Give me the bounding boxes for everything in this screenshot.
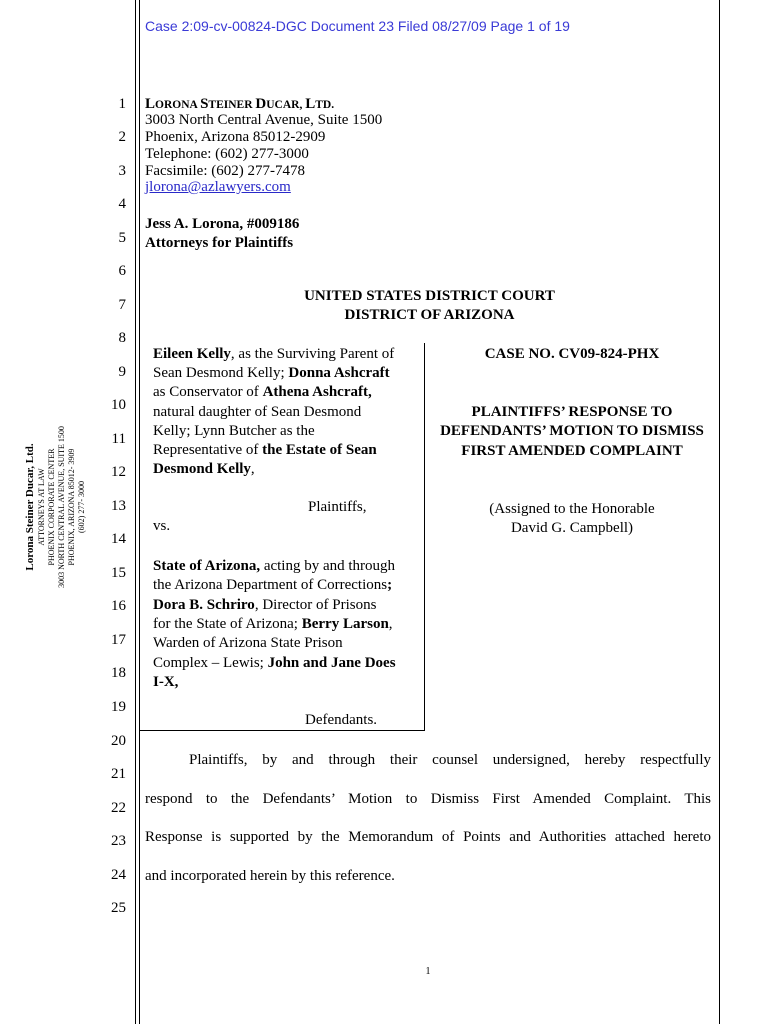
line-number: 5 <box>118 230 126 246</box>
document-title-line-3: FIRST AMENDED COMPLAINT <box>461 443 683 459</box>
defendant-does-cont: I-X, <box>153 674 179 690</box>
right-margin-rule <box>719 0 720 1024</box>
court-name: UNITED STATES DISTRICT COURT <box>304 288 555 304</box>
line-number: 25 <box>111 900 126 916</box>
line-number: 23 <box>111 833 126 849</box>
defendant-berry-larson: for the State of Arizona; Berry Larson, <box>153 616 393 632</box>
line-number: 4 <box>118 196 126 212</box>
sidebar-attorneys-at-law: ATTORNEYS AT LAW <box>37 468 46 546</box>
line-number: 11 <box>111 431 126 447</box>
body-line-1: Plaintiffs, by and through their counsel undersigned, hereby respectfully <box>189 752 711 768</box>
body-line-3: Response is supported by the Memorandum of Points and Authorities attached hereto <box>145 829 711 845</box>
plaintiff-donna-ashcraft: Sean Desmond Kelly; Donna Ashcraft <box>153 365 390 381</box>
line-number: 9 <box>118 364 126 380</box>
line-number: 8 <box>118 330 126 346</box>
line-number: 13 <box>111 498 126 514</box>
attorney-name: Jess A. Lorona, #009186 <box>145 216 300 232</box>
court-district: DISTRICT OF ARIZONA <box>344 307 515 323</box>
defendant-does: Complex – Lewis; John and Jane Does <box>153 655 396 671</box>
caption-box-bottom-border <box>140 730 425 731</box>
left-margin-rule-1 <box>135 0 136 1024</box>
line-number: 15 <box>111 565 126 581</box>
line-number: 18 <box>111 665 126 681</box>
line-number: 10 <box>111 397 126 413</box>
line-number: 3 <box>118 163 126 179</box>
sidebar-phone: (602) 277- 3000 <box>77 481 86 533</box>
defendant-adc: the Arizona Department of Corrections; <box>153 577 393 593</box>
firm-address-line-1: 3003 North Central Avenue, Suite 1500 <box>145 112 383 128</box>
page-number: 1 <box>425 966 431 977</box>
sidebar-corporate-center: PHOENIX CORPORATE CENTER <box>47 448 56 566</box>
line-number: 16 <box>111 598 126 614</box>
defendant-dora-schriro: Dora B. Schriro, Director of Prisons <box>153 597 377 613</box>
case-header-stamp: Case 2:09-cv-00824-DGC Document 23 Filed 08/27/09 Page 1 of 19 <box>145 18 570 34</box>
sidebar-firm-block <box>24 402 87 612</box>
defendant-state-of-arizona: State of Arizona, acting by and through <box>153 558 396 574</box>
line-number: 24 <box>111 867 126 883</box>
firm-address-line-2: Phoenix, Arizona 85012-2909 <box>145 129 326 145</box>
line-number: 1 <box>118 96 126 112</box>
line-number: 20 <box>111 733 126 749</box>
assigned-judge-line-1: (Assigned to the Honorable <box>489 501 655 517</box>
line-number: 7 <box>118 297 126 313</box>
caption-line: Warden of Arizona State Prison <box>153 635 343 651</box>
line-number: 14 <box>111 531 126 547</box>
document-title-line-2: DEFENDANTS’ MOTION TO DISMISS <box>440 423 704 439</box>
plaintiff-estate-cont: Desmond Kelly, <box>153 461 255 477</box>
plaintiff-athena-ashcraft: as Conservator of Athena Ashcraft, <box>153 384 372 400</box>
line-number: 17 <box>111 632 126 648</box>
plaintiffs-label: Plaintiffs, <box>308 499 367 515</box>
sidebar-firm-name: Lorona Steiner Ducar, Ltd. <box>24 443 36 571</box>
firm-facsimile: Facsimile: (602) 277-7478 <box>145 163 305 179</box>
line-number: 19 <box>111 699 126 715</box>
plaintiff-eileen-kelly: Eileen Kelly, as the Surviving Parent of <box>153 346 395 362</box>
plaintiff-estate: Representative of the Estate of Sean <box>153 442 377 458</box>
body-line-2: respond to the Defendants’ Motion to Dismiss First Amended Complaint. This <box>145 791 711 807</box>
line-number: 6 <box>118 263 126 279</box>
attorney-role: Attorneys for Plaintiffs <box>145 235 294 251</box>
sidebar-city-state: PHOENIX, ARIZONA 85012- 3909 <box>67 448 76 566</box>
line-number: 21 <box>111 766 126 782</box>
sidebar-street-address: 3003 NORTH CENTRAL AVENUE, SUITE 1500 <box>57 426 66 588</box>
line-number: 2 <box>118 129 126 145</box>
left-margin-rule-2 <box>139 0 140 1024</box>
line-number: 12 <box>111 464 126 480</box>
case-number: CASE NO. CV09-824-PHX <box>484 346 660 362</box>
caption-line: natural daughter of Sean Desmond <box>153 404 362 420</box>
firm-telephone: Telephone: (602) 277-3000 <box>145 146 309 162</box>
assigned-judge-line-2: David G. Campbell) <box>510 520 634 536</box>
defendants-label: Defendants. <box>305 712 378 728</box>
caption-line: Kelly; Lynn Butcher as the <box>153 423 315 439</box>
document-title-line-1: PLAINTIFFS’ RESPONSE TO <box>471 404 673 420</box>
body-line-4: and incorporated herein by this reference. <box>145 868 395 884</box>
firm-email-link[interactable]: jlorona@azlawyers.com <box>145 179 291 195</box>
firm-name: LORONA STEINER DUCAR, LTD. <box>145 96 335 112</box>
line-number: 22 <box>111 800 126 816</box>
versus-label: vs. <box>153 518 171 534</box>
